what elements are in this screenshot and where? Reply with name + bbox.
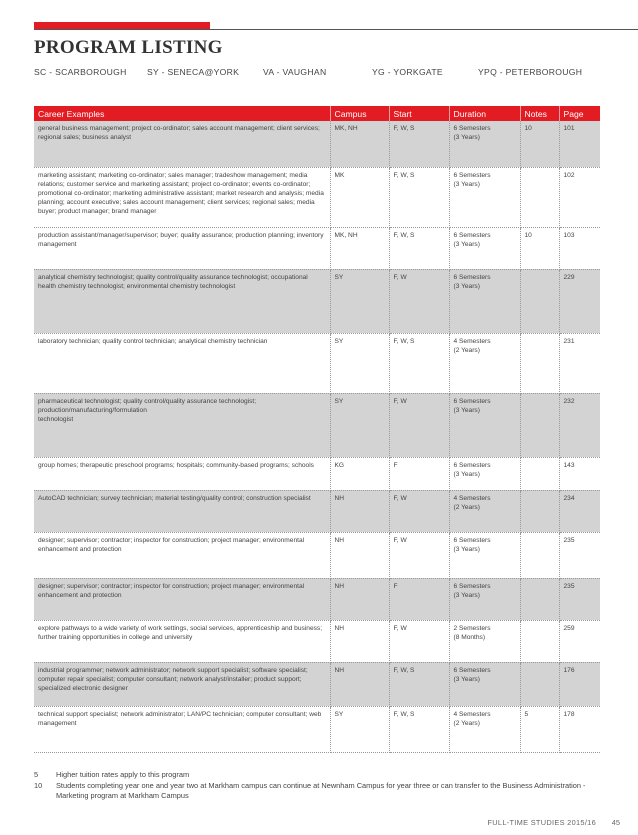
career-examples-cell: industrial programmer; network administrator; network support specialist; software specialist; computer repair specialist; computer consultant; network analyst/installer; product support; specialized electronic designer bbox=[34, 662, 330, 706]
page-cell: 101 bbox=[559, 121, 600, 167]
notes-cell bbox=[520, 578, 559, 620]
page-cell: 259 bbox=[559, 620, 600, 662]
table-row bbox=[34, 269, 600, 333]
footnote-number: 5 bbox=[34, 770, 39, 779]
start-cell: F, W, S bbox=[389, 706, 449, 752]
table-header-row bbox=[34, 106, 600, 121]
page-cell: 102 bbox=[559, 167, 600, 227]
career-examples-cell: technical support specialist; network administrator; LAN/PC technician; computer consultant; web management bbox=[34, 706, 330, 752]
page-cell: 229 bbox=[559, 269, 600, 333]
campus-cell: NH bbox=[330, 620, 389, 662]
start-cell: F, W bbox=[389, 393, 449, 457]
career-examples-cell: analytical chemistry technologist; quality control/quality assurance technologist; occupational health chemistry technologist; environmental chemistry technologist bbox=[34, 269, 330, 333]
table-row bbox=[34, 532, 600, 578]
footer-page-number: 45 bbox=[611, 818, 620, 827]
table-row bbox=[34, 227, 600, 269]
campus-cell: MK bbox=[330, 167, 389, 227]
career-examples-cell: explore pathways to a wide variety of work settings, social services, apprenticeship and business; further training opportunities in college and university bbox=[34, 620, 330, 662]
campus-code: SC - SCARBOROUGH bbox=[34, 67, 127, 77]
page-cell: 178 bbox=[559, 706, 600, 752]
footnote-text: Higher tuition rates apply to this program bbox=[56, 770, 190, 779]
notes-cell bbox=[520, 532, 559, 578]
table-row bbox=[34, 457, 600, 490]
table-row bbox=[34, 121, 600, 167]
start-cell: F, W bbox=[389, 269, 449, 333]
start-cell: F bbox=[389, 578, 449, 620]
column-header-campus: Campus bbox=[330, 106, 389, 121]
start-cell: F, W bbox=[389, 532, 449, 578]
duration-cell: 6 Semesters (3 Years) bbox=[449, 121, 520, 167]
career-examples-cell: laboratory technician; quality control technician; analytical chemistry technician bbox=[34, 333, 330, 393]
notes-cell bbox=[520, 333, 559, 393]
column-header-career-examples: Career Examples bbox=[34, 106, 330, 121]
notes-cell bbox=[520, 620, 559, 662]
duration-cell: 6 Semesters (3 Years) bbox=[449, 532, 520, 578]
start-cell: F, W, S bbox=[389, 167, 449, 227]
career-examples-cell: marketing assistant; marketing co-ordinator; sales manager; tradeshow management; media relations; customer service and marketing assistant; project co-ordinator; events co-ordinator; promotional co-ordinator; marketing administrative assistant; market research and analysis; media planning; account executive; sales account management; client services; regional sales; media buyer; product manager; brand manager bbox=[34, 167, 330, 227]
career-examples-cell: designer; supervisor; contractor; inspector for construction; project manager; environmental enhancement and protection bbox=[34, 578, 330, 620]
header-accent-bar bbox=[34, 22, 210, 29]
duration-cell: 4 Semesters (2 Years) bbox=[449, 490, 520, 532]
campus-cell: NH bbox=[330, 490, 389, 532]
duration-cell: 6 Semesters (3 Years) bbox=[449, 227, 520, 269]
notes-cell: 10 bbox=[520, 121, 559, 167]
footer-publication: FULL-TIME STUDIES 2015/16 bbox=[487, 818, 596, 827]
duration-cell: 6 Semesters (3 Years) bbox=[449, 457, 520, 490]
notes-cell bbox=[520, 457, 559, 490]
page-cell: 232 bbox=[559, 393, 600, 457]
table-row bbox=[34, 620, 600, 662]
campus-cell: NH bbox=[330, 532, 389, 578]
table-row bbox=[34, 393, 600, 457]
campus-code: SY - SENECA@YORK bbox=[147, 67, 240, 77]
page-cell: 143 bbox=[559, 457, 600, 490]
page-cell: 231 bbox=[559, 333, 600, 393]
duration-cell: 4 Semesters (2 Years) bbox=[449, 706, 520, 752]
footnote bbox=[34, 781, 594, 802]
page-cell: 176 bbox=[559, 662, 600, 706]
notes-cell: 5 bbox=[520, 706, 559, 752]
page-cell: 103 bbox=[559, 227, 600, 269]
page-cell: 235 bbox=[559, 532, 600, 578]
column-header-page: Page bbox=[559, 106, 600, 121]
table-row bbox=[34, 662, 600, 706]
career-examples-cell: pharmaceutical technologist; quality control/quality assurance technologist; production/manufacturing/formulation technologist bbox=[34, 393, 330, 457]
footnote-text: Students completing year one and year two at Markham campus can continue at Newnham Campus for year three or can transfer to the Business Administration - Marketing program at Markham Campus bbox=[56, 780, 586, 800]
table-row bbox=[34, 578, 600, 620]
campus-cell: SY bbox=[330, 333, 389, 393]
notes-cell bbox=[520, 269, 559, 333]
campus-cell: MK, NH bbox=[330, 121, 389, 167]
career-examples-cell: designer; supervisor; contractor; inspector for construction; project manager; environmental enhancement and protection bbox=[34, 532, 330, 578]
start-cell: F bbox=[389, 457, 449, 490]
duration-cell: 6 Semesters (3 Years) bbox=[449, 167, 520, 227]
footnote-number: 10 bbox=[34, 780, 43, 790]
career-examples-cell: group homes; therapeutic preschool programs; hospitals; community-based programs; schools bbox=[34, 457, 330, 490]
notes-cell: 10 bbox=[520, 227, 559, 269]
start-cell: F, W, S bbox=[389, 333, 449, 393]
campus-code: YG - YORKGATE bbox=[372, 67, 443, 77]
duration-cell: 6 Semesters (3 Years) bbox=[449, 578, 520, 620]
duration-cell: 2 Semesters (8 Months) bbox=[449, 620, 520, 662]
career-examples-cell: AutoCAD technician; survey technician; material testing/quality control; construction specialist bbox=[34, 490, 330, 532]
campus-legend bbox=[0, 67, 638, 81]
start-cell: F, W, S bbox=[389, 227, 449, 269]
start-cell: F, W bbox=[389, 490, 449, 532]
page-footer bbox=[0, 818, 638, 830]
footnote bbox=[34, 770, 594, 781]
campus-cell: KG bbox=[330, 457, 389, 490]
campus-cell: MK, NH bbox=[330, 227, 389, 269]
start-cell: F, W, S bbox=[389, 662, 449, 706]
career-examples-cell: production assistant/manager/supervisor; buyer; quality assurance; production planning; inventory management bbox=[34, 227, 330, 269]
table-row bbox=[34, 490, 600, 532]
duration-cell: 4 Semesters (2 Years) bbox=[449, 333, 520, 393]
start-cell: F, W bbox=[389, 620, 449, 662]
start-cell: F, W, S bbox=[389, 121, 449, 167]
campus-cell: NH bbox=[330, 578, 389, 620]
notes-cell bbox=[520, 393, 559, 457]
table-row bbox=[34, 167, 600, 227]
footnotes bbox=[34, 770, 594, 802]
page-title: PROGRAM LISTING bbox=[34, 37, 223, 58]
campus-cell: SY bbox=[330, 706, 389, 752]
campus-code: YPQ - PETERBOROUGH bbox=[478, 67, 583, 77]
table-row bbox=[34, 706, 600, 752]
duration-cell: 6 Semesters (3 Years) bbox=[449, 393, 520, 457]
column-header-duration: Duration bbox=[449, 106, 520, 121]
campus-cell: NH bbox=[330, 662, 389, 706]
notes-cell bbox=[520, 167, 559, 227]
duration-cell: 6 Semesters (3 Years) bbox=[449, 662, 520, 706]
notes-cell bbox=[520, 490, 559, 532]
career-examples-cell: general business management; project co-ordinator; sales account management; client services; regional sales; business analyst bbox=[34, 121, 330, 167]
page-cell: 234 bbox=[559, 490, 600, 532]
page-cell: 235 bbox=[559, 578, 600, 620]
campus-code: VA - VAUGHAN bbox=[263, 67, 327, 77]
duration-cell: 6 Semesters (3 Years) bbox=[449, 269, 520, 333]
notes-cell bbox=[520, 662, 559, 706]
program-table bbox=[34, 106, 600, 753]
campus-cell: SY bbox=[330, 393, 389, 457]
campus-cell: SY bbox=[330, 269, 389, 333]
column-header-start: Start bbox=[389, 106, 449, 121]
table-row bbox=[34, 333, 600, 393]
header-rule bbox=[34, 29, 638, 30]
column-header-notes: Notes bbox=[520, 106, 559, 121]
